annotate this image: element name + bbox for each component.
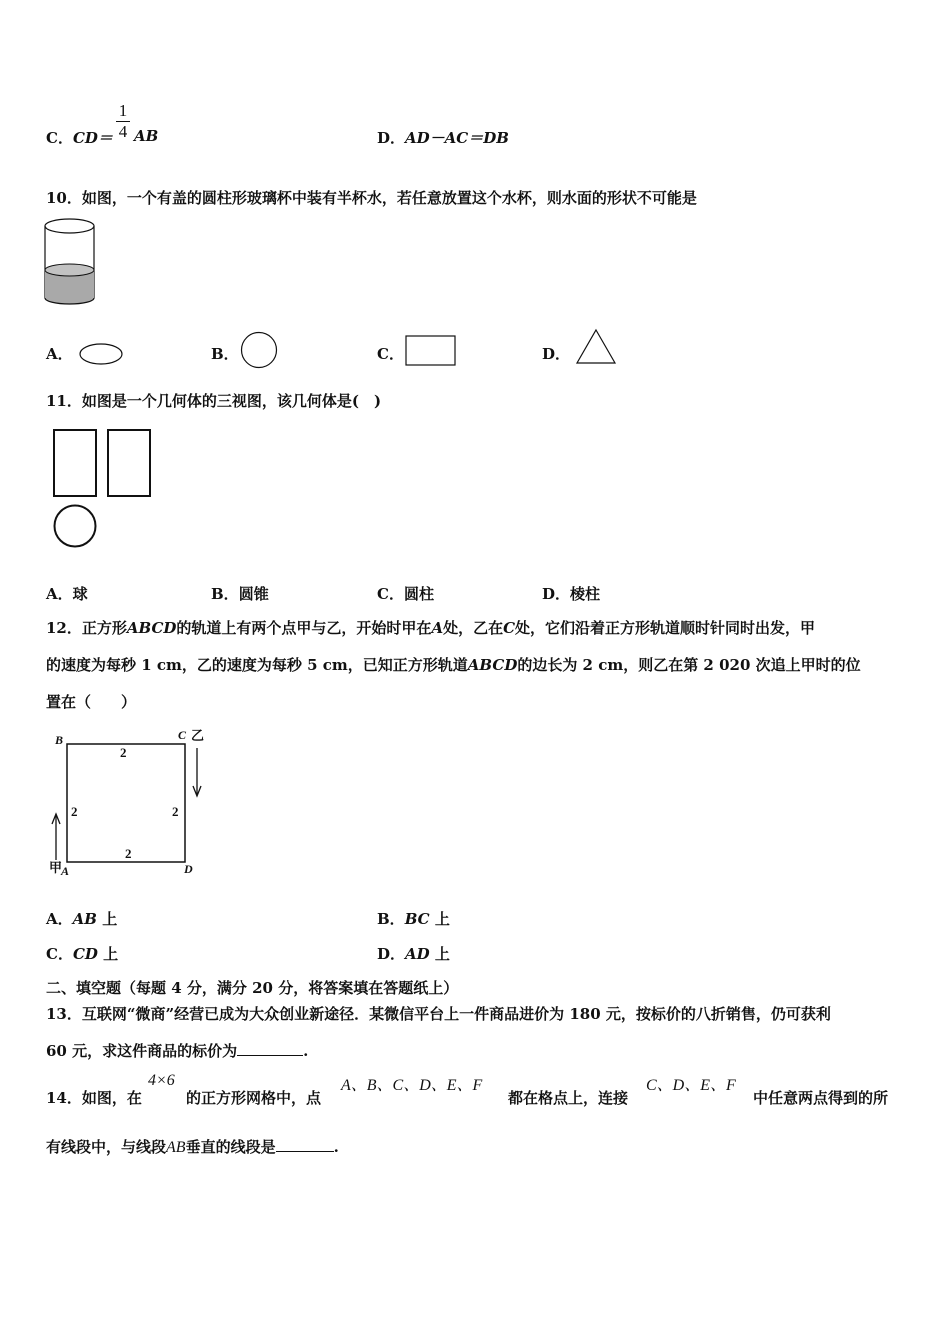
rectangle-icon [405,335,457,367]
q11-option-c-letter: C． [377,585,404,603]
q14-segment-ab: AB [166,1139,186,1156]
q14-part-2: 的正方形网格中，点 [186,1089,322,1107]
label-c: C [178,728,187,742]
q12-text: 处，它们沿着正方形轨道顺时针同时出发，甲 [515,619,816,637]
q11-option-d-text: 棱柱 [570,585,601,603]
side-right-length: 2 [172,804,179,819]
q10-option-d: D． [542,345,571,363]
q10-stem: 10．如图，一个有盖的圆柱形玻璃杯中装有半杯水，若任意放置这个水杯，则水面的形状不可能是 [46,189,697,207]
q11-option-a-letter: A． [46,585,73,603]
label-yi: 乙 [191,728,205,743]
q12-option-b-seg: BC [404,910,430,928]
q11-option-d-letter: D． [542,585,571,603]
q14-line-2 [46,1136,339,1157]
section-heading: 二、填空题（每题 4 分，满分 20 分，将答案填在答题纸上） [46,979,459,997]
triangle-icon [575,329,617,365]
q11-stem: 11．如图是一个几何体的三视图，该几何体是( ) [46,392,382,410]
q12-line-3: 置在（ ） [46,693,137,711]
front-view-rect [54,430,96,496]
q11-option-b [211,583,269,604]
q12-option-b [377,908,450,929]
q12-text: 12．正方形 [46,619,127,637]
q14-answer-blank[interactable] [276,1137,334,1152]
q11-option-c-text: 圆柱 [403,585,434,603]
q14-period: . [333,1138,339,1156]
q9-option-c-rhs: AB [134,127,159,145]
label-d: D [184,862,193,876]
q10-option-a: A． [46,345,73,363]
label-a: A [61,864,70,878]
q9-option-c-lhs: CD＝ [72,129,113,147]
q11-option-c [377,583,434,604]
q12-text: 处，乙在 [443,619,504,637]
circle-icon [240,331,278,369]
q12-option-c-suffix: 上 [97,945,119,963]
q9-option-d-letter: D． [377,129,406,147]
q11-option-a [46,583,88,604]
q12-point-a: A [431,619,444,637]
ellipse-icon [79,343,123,365]
q12-line-1 [46,617,815,638]
q14-points-2: C、D、E、F [646,1077,736,1094]
q12-option-a-seg: AB [72,910,97,928]
q9-option-c [46,127,113,148]
three-views-figure [52,428,156,552]
q13-text: 60 元，求这件商品的标价为 [46,1042,238,1060]
q11-option-d [542,583,600,604]
arrow-up-icon [52,814,60,860]
q9-fraction [116,102,130,141]
q9-option-d [377,127,509,148]
q9-fraction-numerator: 1 [118,101,128,120]
q14-part-1: 14．如图，在 [46,1089,142,1107]
label-jia: 甲 [49,860,63,875]
q13-line-2 [46,1040,308,1061]
q12-option-a-suffix: 上 [96,910,118,928]
q13-answer-blank[interactable] [237,1041,303,1056]
q9-option-d-expr: AD－AC＝DB [405,129,509,147]
square-abcd [67,744,185,862]
q14-grid-size: 4×6 [148,1072,175,1089]
q11-option-b-letter: B． [211,585,239,603]
side-top-length: 2 [120,745,127,760]
q12-option-b-suffix: 上 [429,910,450,928]
q13-period: . [303,1042,309,1060]
label-b: B [55,733,64,747]
q12-point-c: C [503,619,516,637]
square-track-figure [44,726,220,882]
q12-line-2 [46,654,861,675]
q12-option-c-letter: C． [46,945,73,963]
q14-part-4: 中任意两点得到的所 [753,1089,889,1107]
q12-option-c [46,943,118,964]
q10-option-c: C． [377,345,404,363]
q12-option-c-seg: CD [72,945,98,963]
q12-option-a-letter: A． [46,910,73,928]
top-view-circle [55,506,96,547]
q12-square-name: ABCD [467,656,518,674]
arrow-down-icon [193,748,201,796]
q12-option-d-letter: D． [377,945,406,963]
q12-option-d-seg: AD [405,945,430,963]
side-left-length: 2 [71,804,78,819]
q9-option-c-letter: C． [46,129,73,147]
q14-part-3: 都在格点上，连接 [508,1089,629,1107]
q12-text: 的轨道上有两个点甲与乙，开始时甲在 [176,619,432,637]
q12-square-name: ABCD [126,619,177,637]
side-bottom-length: 2 [125,846,132,861]
cup-figure [44,218,96,308]
q11-option-b-text: 圆锥 [238,585,269,603]
q14-text: 垂直的线段是 [185,1138,276,1156]
q12-option-b-letter: B． [377,910,405,928]
q11-option-a-text: 球 [72,585,88,603]
q13-line-1: 13．互联网“微商”经营已成为大众创业新途径．某微信平台上一件商品进价为 180 元，按标价的八折销售，仍可获利 [46,1005,831,1023]
q12-option-d-suffix: 上 [429,945,450,963]
q12-option-d [377,943,450,964]
q10-option-b: B． [211,345,239,363]
q12-option-a [46,908,117,929]
q9-fraction-denominator: 4 [118,122,128,141]
q14-text: 有线段中，与线段 [46,1138,167,1156]
q12-text: 的边长为 2 cm，则乙在第 2 020 次追上甲时的位 [517,656,861,674]
q12-text: 的速度为每秒 1 cm，乙的速度为每秒 5 cm，已知正方形轨道 [46,656,468,674]
q14-points-1: A、B、C、D、E、F [341,1077,483,1094]
side-view-rect [108,430,150,496]
